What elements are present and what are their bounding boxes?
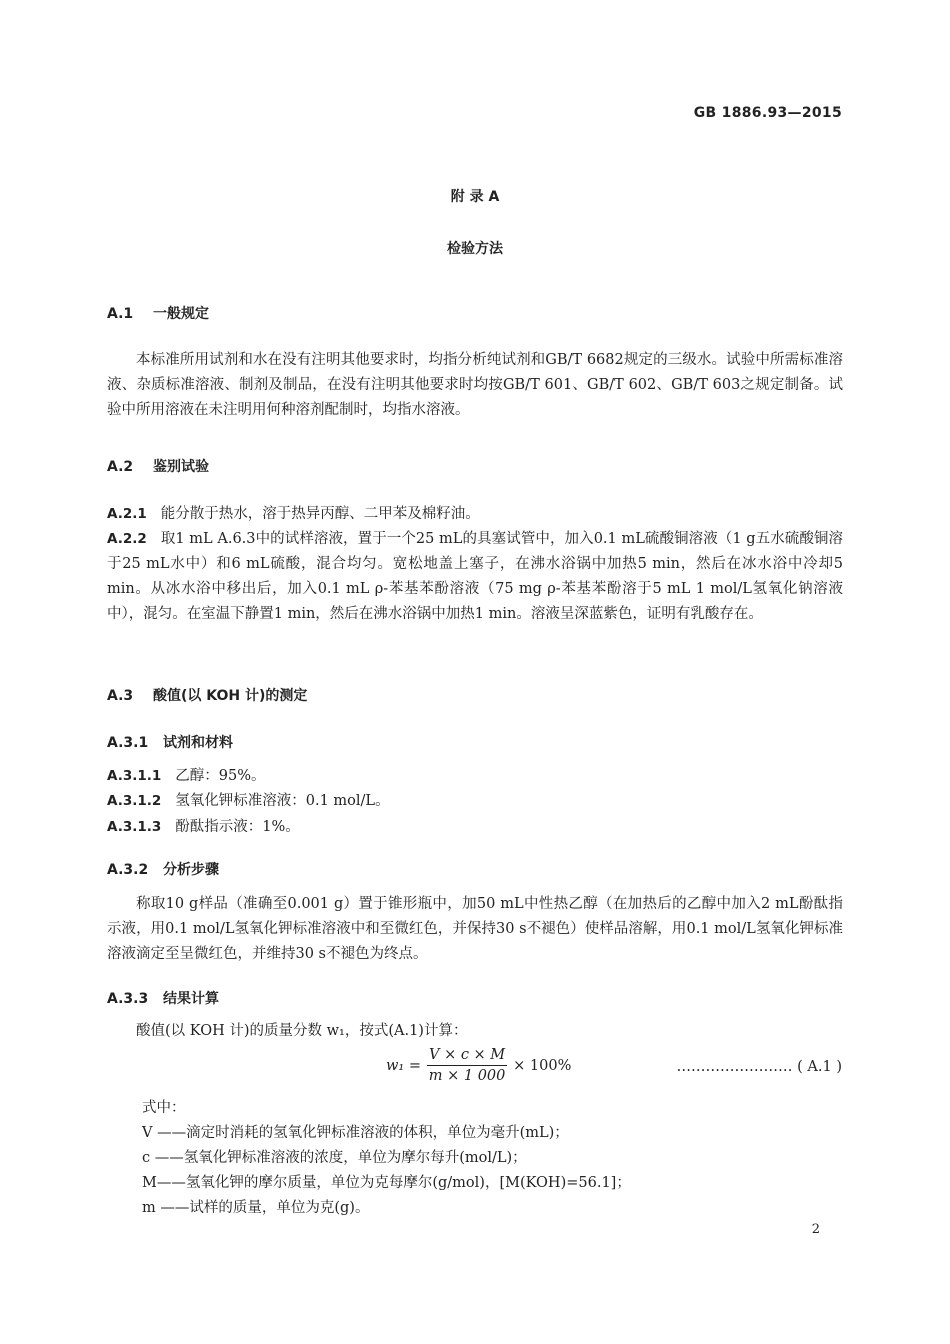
subsection-a31-heading	[107, 732, 233, 752]
section-a1-paragraph: 本标准所用试剂和水在没有注明其他要求时，均指分析纯试剂和GB/T 6682规定的三级水。试验中所需标准溶液、杂质标准溶液、制剂及制品，在没有注明其他要求时均按GB/T 601、GB/T 602、GB/T 603之规定制备。试验中所用溶液在未注明用何种溶剂配制时，均指水溶液。	[107, 352, 843, 418]
section-number: A.3	[107, 688, 134, 704]
subsection-a32-heading	[107, 859, 219, 879]
formula-reference: …………………… ( A.1 )	[676, 1059, 842, 1075]
section-title: 鉴别试验	[153, 459, 209, 475]
variable-definition: c ——氢氧化钾标准溶液的浓度，单位为摩尔每升(mol/L)；	[142, 1150, 527, 1166]
clause-number: A.3.1.1	[107, 768, 162, 784]
reagent-phenolphthalein	[107, 815, 300, 840]
where-label: 式中：	[142, 1100, 186, 1116]
formula-rhs: × 100%	[513, 1057, 572, 1074]
variable-definition: m ——试样的质量，单位为克(g)。	[142, 1200, 370, 1216]
appendix-title: 检验方法	[447, 241, 503, 257]
section-a1-heading	[107, 303, 209, 323]
section-number: A.3.1	[107, 735, 149, 751]
variable-definition: M——氢氧化钾的摩尔质量，单位为克每摩尔(g/mol)，[M(KOH)=56.1]；	[142, 1175, 631, 1191]
clause-number: A.3.1.3	[107, 819, 162, 835]
section-title: 结果计算	[163, 991, 219, 1007]
section-title: 分析步骤	[163, 862, 219, 878]
formula-a1	[386, 1047, 571, 1084]
formula-fraction	[427, 1047, 507, 1084]
calculation-intro: 酸值(以 KOH 计)的质量分数 w₁，按式(A.1)计算：	[136, 1023, 468, 1039]
subsection-a33-heading	[107, 988, 219, 1008]
formula-lhs: w₁ =	[386, 1057, 421, 1074]
section-title: 试剂和材料	[163, 735, 233, 751]
reagent-ethanol	[107, 764, 266, 789]
section-number: A.3.3	[107, 991, 149, 1007]
variable-definition: V ——滴定时消耗的氢氧化钾标准溶液的体积，单位为毫升(mL)；	[142, 1125, 569, 1141]
clause-number: A.2.2	[107, 531, 147, 547]
reagent-koh	[107, 789, 390, 814]
formula-denominator: m × 1 000	[428, 1068, 506, 1084]
clause-text: 氢氧化钾标准溶液：0.1 mol/L。	[175, 793, 390, 809]
clause-number: A.2.1	[107, 506, 147, 522]
clause-a22	[107, 527, 843, 627]
clause-text: 取1 mL A.6.3中的试样溶液，置于一个25 mL的具塞试管中，加入0.1 mL硫酸铜溶液（1 g五水硫酸铜溶于25 mL水中）和6 mL硫酸，混合均匀。宽松地盖上塞子，在沸水浴锅中加热5 min，然后在冰水浴中冷却5 min。从冰水浴中移出后，加入0.1 mL ρ-苯基苯酚溶液（75 mg ρ-苯基苯酚溶于5 mL 1 mol/L氢氧化钠溶液中），混匀。在室温下静置1 min，然后在沸水浴锅中加热1 min。溶液呈深蓝紫色，证明有乳酸存在。	[107, 531, 843, 622]
analysis-procedure-paragraph: 称取10 g样品（准确至0.001 g）置于锥形瓶中，加50 mL中性热乙醇（在加热后的乙醇中加入2 mL酚酞指示液，用0.1 mol/L氢氧化钾标准溶液中和至微红色，并保持30 s不褪色）使样品溶解，用0.1 mol/L氢氧化钾标准溶液滴定至呈微红色，并维持30 s不褪色为终点。	[107, 896, 843, 962]
section-number: A.2	[107, 459, 134, 475]
standard-code: GB 1886.93—2015	[693, 105, 842, 121]
section-number: A.1	[107, 306, 134, 322]
clause-a21	[107, 502, 480, 527]
section-a3-heading	[107, 685, 307, 705]
section-title: 一般规定	[153, 306, 209, 322]
clause-text: 能分散于热水，溶于热异丙醇、二甲苯及棉籽油。	[160, 506, 480, 522]
section-a2-heading	[107, 456, 209, 476]
clause-text: 乙醇：95%。	[175, 768, 266, 784]
page-number: 2	[811, 1222, 820, 1237]
appendix-label: 附 录 A	[450, 189, 500, 205]
clause-number: A.3.1.2	[107, 793, 162, 809]
section-number: A.3.2	[107, 862, 149, 878]
clause-text: 酚酞指示液：1%。	[175, 819, 300, 835]
section-title: 酸值(以 KOH 计)的测定	[153, 688, 308, 704]
formula-numerator: V × c × M	[427, 1047, 507, 1066]
